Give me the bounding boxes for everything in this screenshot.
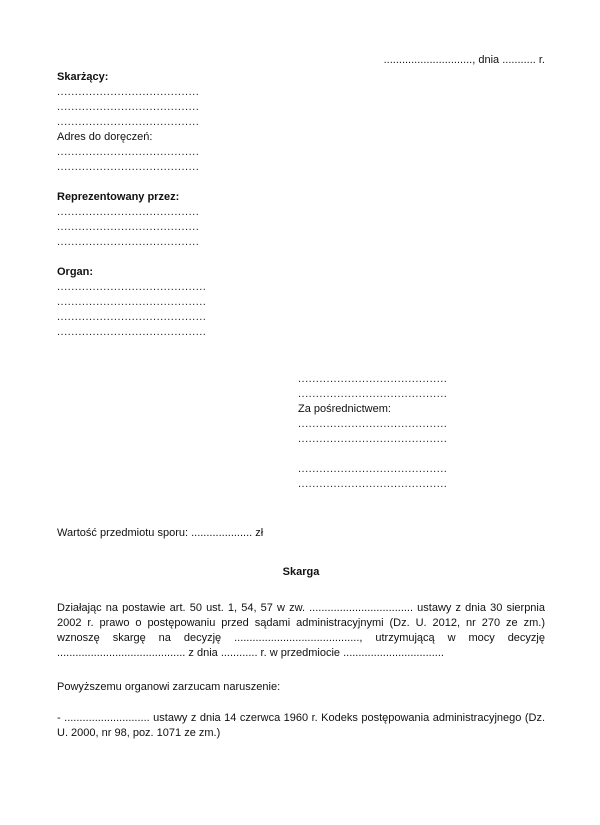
section-spacer [298,447,518,462]
court-blank-line: .......................................... [298,463,448,475]
representative-blank-line: ........................................ [57,206,200,218]
document-title: Skarga [282,566,320,578]
section-spacer [57,250,277,265]
authority-blank-line: .......................................... [57,311,207,323]
complainant-blank-line: ........................................ [57,86,200,98]
court-blank-line: .......................................... [298,373,448,385]
complainant-blank-line: ........................................ [57,116,200,128]
violation-item: - ............................ ustawy z dnia 14 czerwca 1960 r. Kodeks postępowania administracyjnego (Dz. U. 2000, nr 98, poz. 1071 ze zm.) [57,712,545,739]
representative-label: Reprezentowany przez: [57,191,180,203]
representative-blank-line: ........................................ [57,221,200,233]
dispute-value-line: Wartość przedmiotu sporu: .................... zł [57,527,264,539]
section-spacer [57,175,277,190]
complainant-blank-line: ........................................ [57,101,200,113]
delivery-address-blank-line: ........................................ [57,146,200,158]
authority-blank-line: .......................................... [57,326,207,338]
delivery-address-label: Adres do doręczeń: [57,131,153,143]
via-blank-line: .......................................... [298,433,448,445]
authority-blank-line: .......................................... [57,296,207,308]
delivery-address-blank-line: ........................................ [57,161,200,173]
court-blank-line: .......................................... [298,388,448,400]
via-blank-line: .......................................... [298,418,448,430]
via-label: Za pośrednictwem: [298,403,391,415]
authority-blank-line: .......................................... [57,281,207,293]
date-line: ............................., dnia ........... r. [383,54,545,66]
parties-column [57,70,277,340]
court-column [298,372,518,492]
main-paragraph: Działając na postawie art. 50 ust. 1, 54, 57 w zw. .................................. ustawy z dnia 30 sierpnia 2002 r. prawo o postępowaniu przed sądami administracyjnymi (Dz. U. 2012, nr 270 ze zm.) wznoszę skargę na decyzję ........................................., utrzymującą w mocy decyzję .......................................... z dnia ............ r. w przedmiocie ................................. [57,602,545,659]
complainant-label: Skarżący: [57,71,109,83]
representative-blank-line: ........................................ [57,236,200,248]
charges-intro: Powyższemu organowi zarzucam naruszenie: [57,681,281,693]
court-blank-line: .......................................... [298,478,448,490]
authority-label: Organ: [57,266,94,278]
